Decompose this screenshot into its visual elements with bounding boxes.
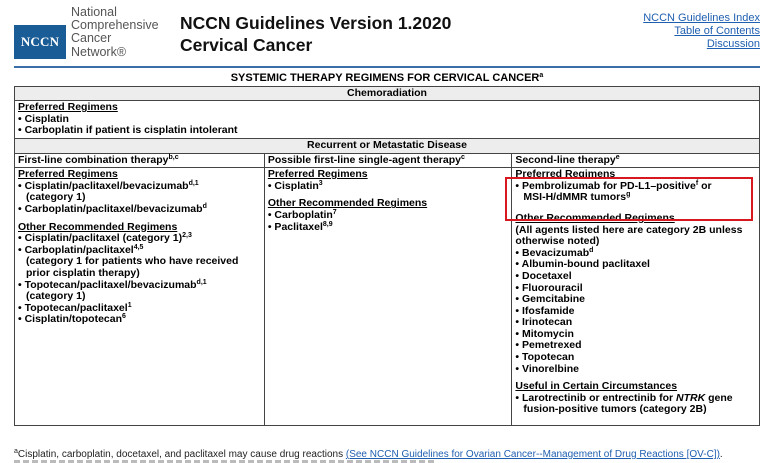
regimen-item-continued: prior cisplatin therapy) xyxy=(26,266,140,279)
regimens-document xyxy=(14,72,760,426)
regimen-item: • Cisplatin/paclitaxel (category 1)$^{2,3}$ xyxy=(18,232,192,245)
table-caption: SYSTEMIC THERAPY REGIMENS FOR CERVICAL CANCER$^a$ xyxy=(15,72,760,86)
first-line-cell xyxy=(15,168,265,426)
regimen-item: • Topotecan xyxy=(515,351,575,364)
guidelines-index-link[interactable]: NCCN Guidelines Index xyxy=(643,12,760,24)
regimen-item-continued: fusion-positive tumors (category 2B) xyxy=(523,403,707,416)
regimen-item: • Bevacizumab$^d$ xyxy=(515,246,594,259)
regimen-item: • Carboplatin/paclitaxel$^{4,5}$ xyxy=(18,243,144,256)
regimen-item: • Albumin-bound paclitaxel xyxy=(515,258,650,271)
nccn-logo[interactable]: NCCN xyxy=(14,25,66,59)
column-header-second-line: Second-line therapy$^e$ xyxy=(512,153,760,168)
regimen-item: • Topotecan/paclitaxel/bevacizumab$^{d,1}$ xyxy=(18,278,207,291)
top-links xyxy=(643,12,760,51)
regimen-item: • Ifosfamide xyxy=(515,304,575,317)
org-line: Cancer xyxy=(71,31,112,46)
column-header-single-agent: Possible first-line single-agent therapy$^c$ xyxy=(264,153,512,168)
chemoradiation-cell xyxy=(15,101,760,139)
regimen-item: • Mitomycin xyxy=(515,327,574,340)
regimen-item: • Docetaxel xyxy=(515,269,572,282)
org-line: Network® xyxy=(71,44,127,59)
category-note: otherwise noted) xyxy=(515,235,600,248)
preferred-regimens-label: Preferred Regimens xyxy=(18,168,118,181)
recurrent-metastatic-heading: Recurrent or Metastatic Disease xyxy=(15,138,760,153)
regimen-item-continued: (category 1 for patients who have received xyxy=(26,255,239,268)
regimen-item-continued: (category 1) xyxy=(26,290,86,303)
table-of-contents-link[interactable]: Table of Contents xyxy=(674,25,760,37)
single-agent-cell xyxy=(264,168,512,426)
chemoradiation-heading: Chemoradiation xyxy=(15,86,760,101)
other-regimens-label: Other Recommended Regimens xyxy=(18,220,178,233)
regimen-item: • Topotecan/paclitaxel$^1$ xyxy=(18,301,132,314)
category-note: (All agents listed here are category 2B unless xyxy=(515,223,743,236)
regimen-item: • Paclitaxel$^{8,9}$ xyxy=(267,220,333,233)
second-line-cell xyxy=(512,168,760,426)
org-line: Comprehensive xyxy=(71,18,159,33)
guidelines-version: NCCN Guidelines Version 1.2020 xyxy=(180,13,452,33)
regimen-item: • Gemcitabine xyxy=(515,293,586,306)
ovarian-drug-reactions-link[interactable]: (See NCCN Guidelines for Ovarian Cancer--Management of Drug Reactions [OV-C]) xyxy=(345,449,720,460)
regimen-item: • Vinorelbine xyxy=(515,362,579,375)
page-header xyxy=(0,0,768,66)
regimen-item: • Pembrolizumab for PD-L1–positive$^f$ or xyxy=(515,179,712,192)
regimen-item: • Carboplatin/paclitaxel/bevacizumab$^d$ xyxy=(18,202,207,215)
guideline-topic: Cervical Cancer xyxy=(180,35,313,55)
preferred-regimens-label: Preferred Regimens xyxy=(18,101,118,114)
page-title xyxy=(180,12,451,56)
regimens-table xyxy=(14,72,760,426)
useful-circumstances-label: Useful in Certain Circumstances xyxy=(515,380,678,393)
regimen-item: • Cisplatin/topotecan$^6$ xyxy=(18,313,126,326)
regimen-item: • Fluorouracil xyxy=(515,281,583,294)
regimen-item: • Cisplatin$^3$ xyxy=(267,179,323,192)
regimen-item: • Carboplatin if patient is cisplatin intolerant xyxy=(18,124,238,137)
preferred-regimens-label: Preferred Regimens xyxy=(515,168,616,181)
other-regimens-label: Other Recommended Regimens xyxy=(515,211,675,224)
regimen-item: • Cisplatin/paclitaxel/bevacizumab$^{d,1}$ xyxy=(18,179,199,192)
header-divider xyxy=(14,66,760,68)
regimen-item: • Irinotecan xyxy=(515,316,573,329)
org-line: National xyxy=(71,5,117,19)
other-regimens-label: Other Recommended Regimens xyxy=(267,197,428,210)
regimen-item: • Cisplatin xyxy=(18,112,69,125)
regimen-item-continued: MSI-H/dMMR tumors$^g$ xyxy=(523,191,631,204)
org-name xyxy=(71,6,159,59)
regimen-item: • Larotrectinib or entrectinib for NTRK gene xyxy=(515,391,733,404)
footnote: $^a$Cisplatin, carboplatin, docetaxel, and paclitaxel may cause drug reactions (See NCCN Guidelines for Ovarian Cancer--Management of Drug Reactions [OV-C]). xyxy=(14,448,723,460)
regimen-item: • Pemetrexed xyxy=(515,339,582,352)
regimen-item: • Carboplatin$^7$ xyxy=(267,208,337,221)
column-header-first-line: First-line combination therapy$^{b,c}$ xyxy=(15,153,265,168)
regimen-item-continued: (category 1) xyxy=(26,191,86,204)
preferred-regimens-label: Preferred Regimens xyxy=(267,168,368,181)
discussion-link[interactable]: Discussion xyxy=(706,38,760,50)
